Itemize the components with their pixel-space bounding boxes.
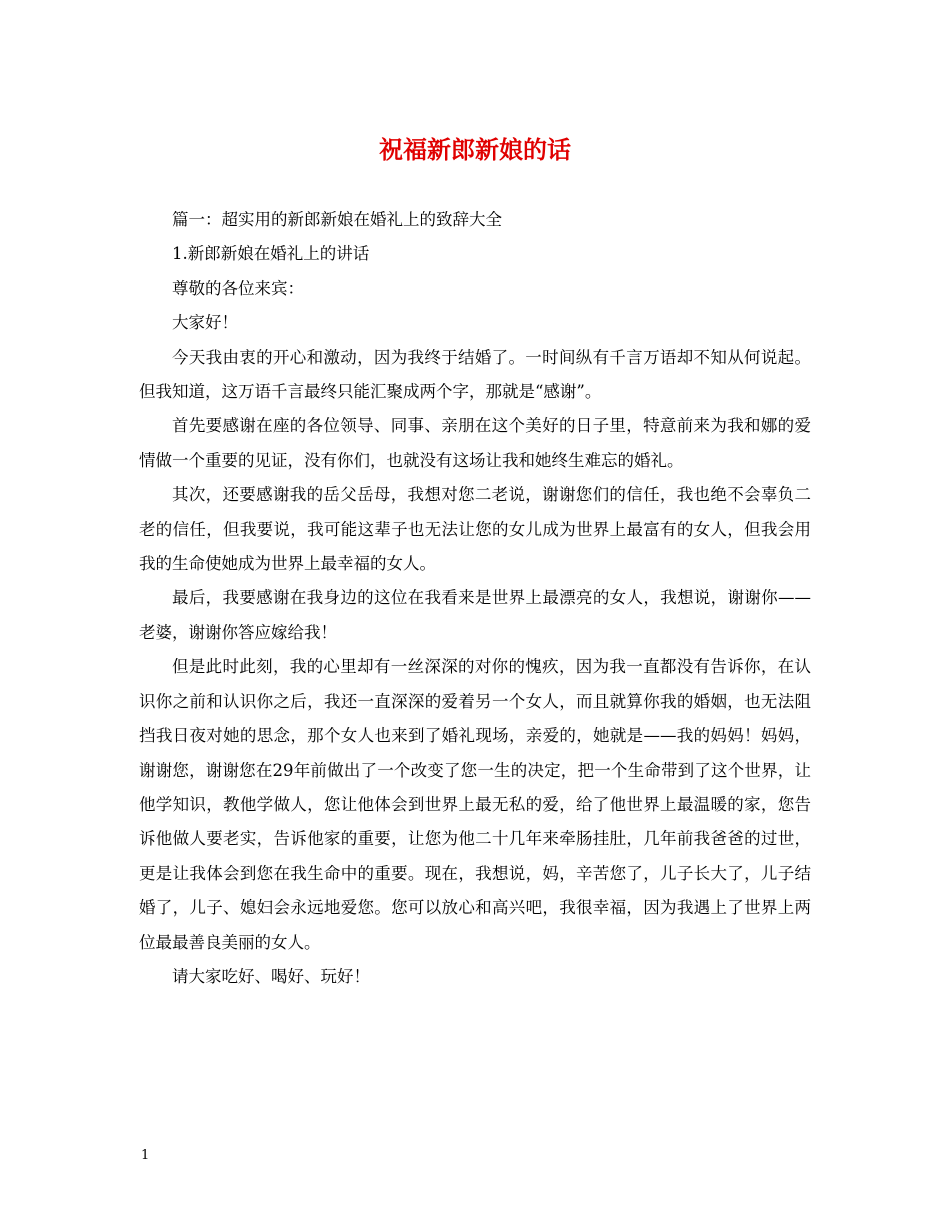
paragraph: 首先要感谢在座的各位领导、同事、亲朋在这个美好的日子里，特意前来为我和娜的爱情做一个重要的见证，没有你们，也就没有这场让我和她终生难忘的婚礼。 (139, 416, 811, 470)
page-number: 1 (141, 1148, 150, 1163)
salutation: 尊敬的各位来宾： (172, 278, 304, 298)
document-title: 祝福新郎新娘的话 (379, 135, 571, 164)
document-body (139, 203, 811, 994)
section-heading: 篇一：超实用的新郎新娘在婚礼上的致辞大全 (172, 210, 502, 229)
subsection-heading: 1.新郎新娘在婚礼上的讲话 (172, 244, 370, 264)
paragraph: 今天我由衷的开心和激动，因为我终于结婚了。一时间纵有千言万语却不知从何说起。但我知道，这万语千言最终只能汇聚成两个字，那就是“感谢”。 (139, 347, 811, 402)
paragraph: 最后，我要感谢在我身边的这位在我看来是世界上最漂亮的女人，我想说，谢谢你——老婆，谢谢你答应嫁给我！ (139, 588, 811, 642)
paragraph: 但是此时此刻，我的心里却有一丝深深的对你的愧疚，因为我一直都没有告诉你，在认识你之前和认识你之后，我还一直深深的爱着另一个女人，而且就算你我的婚姻，也无法阻挡我日夜对她的思念，那个女人也来到了婚礼现场，亲爱的，她就是——我的妈妈！妈妈，谢谢您，谢谢您在29年前做出了一个改变了您一生的决定，把一个生命带到了这个世界，让他学知识，教他学做人，您让他体会到世界上最无私的爱，给了他世界上最温暖的家，您告诉他做人要老实，告诉他家的重要，让您为他二十几年来牵肠挂肚，几年前我爸爸的过世，更是让我体会到您在我生命中的重要。现在，我想说，妈，辛苦您了，儿子长大了，儿子结婚了，儿子、媳妇会永远地爱您。您可以放心和高兴吧，我很幸福，因为我遇上了世界上两位最最善良美丽的女人。 (139, 657, 811, 952)
greeting: 大家好！ (172, 313, 238, 333)
paragraph: 其次，还要感谢我的岳父岳母，我想对您二老说，谢谢您们的信任，我也绝不会辜负二老的信任，但我要说，我可能这辈子也无法让您的女儿成为世界上最富有的女人，但我会用我的生命使她成为世界上最幸福的女人。 (139, 485, 811, 574)
closing-line: 请大家吃好、喝好、玩好！ (172, 966, 370, 986)
